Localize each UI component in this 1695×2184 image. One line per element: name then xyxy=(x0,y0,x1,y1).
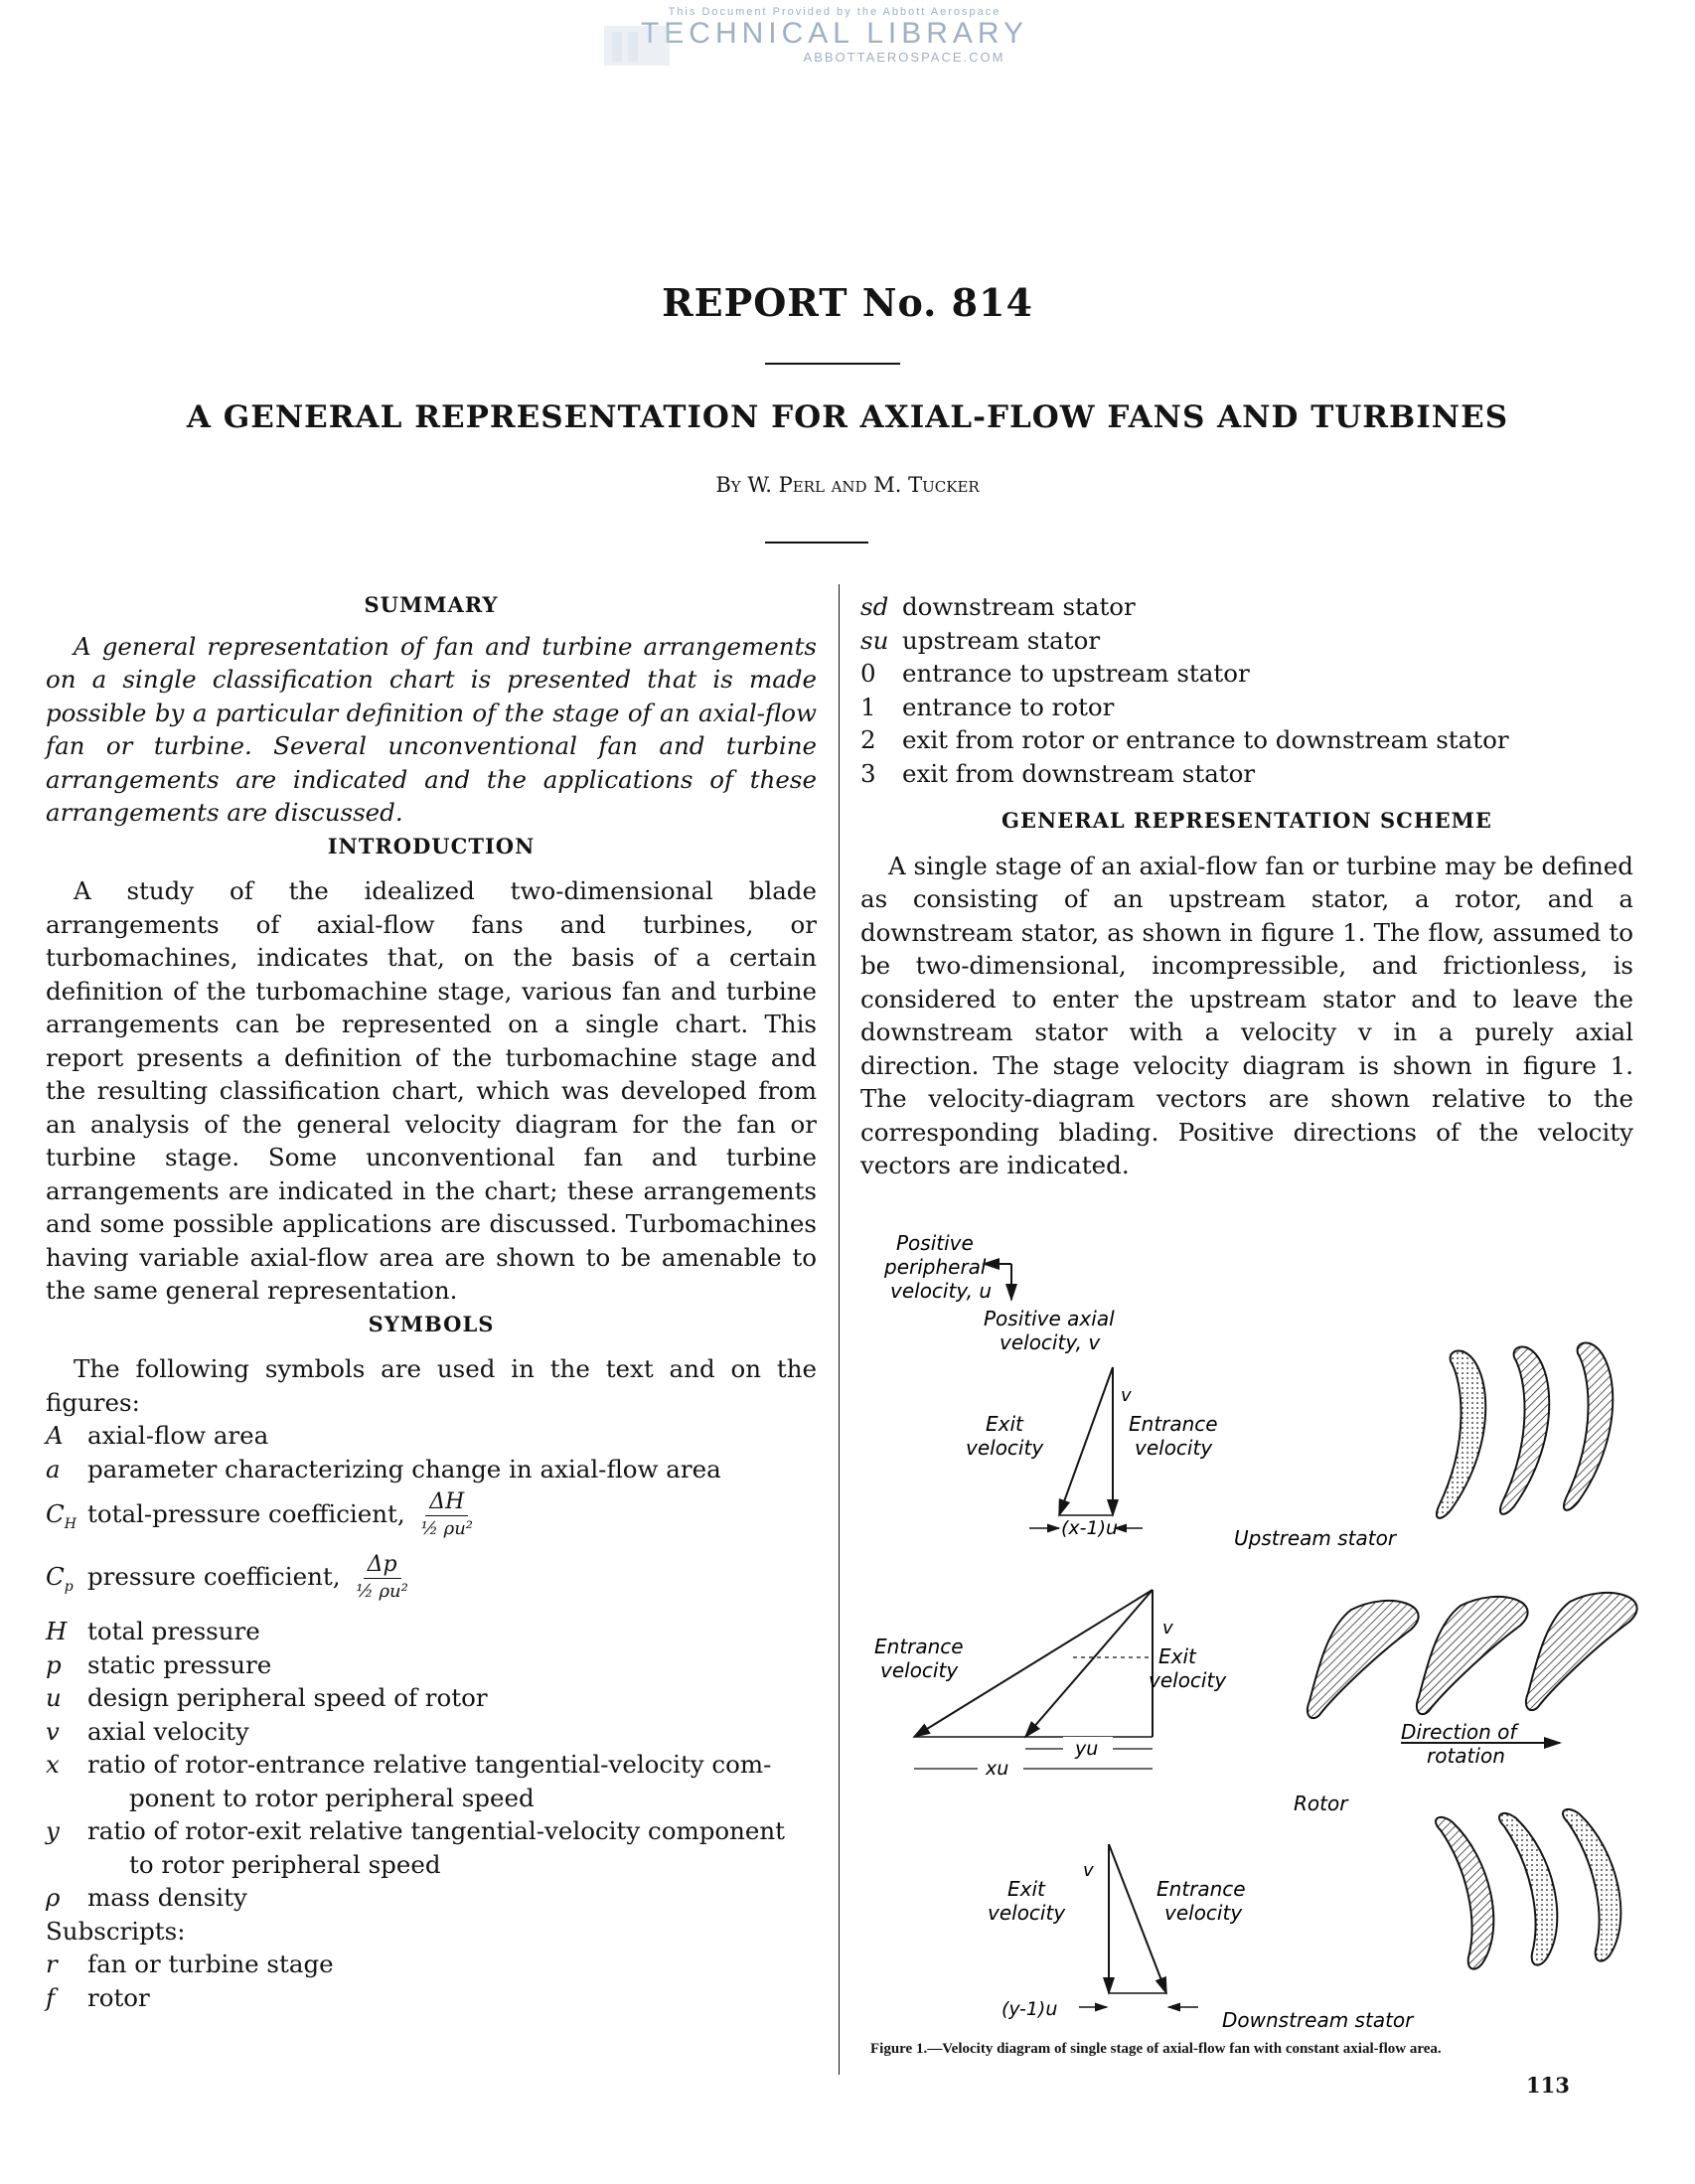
title-rule-top xyxy=(765,363,900,365)
downstream-blade-3 xyxy=(1563,1809,1620,1961)
rotor-exit-label-2: velocity xyxy=(1149,1668,1227,1692)
symbol-item: v axial velocity xyxy=(46,1716,249,1746)
subscript-item: f rotor xyxy=(46,1982,150,2012)
title-rule-bottom xyxy=(765,542,868,544)
rotor-exit-label-1: Exit xyxy=(1158,1644,1196,1668)
general-text: A single stage of an axial-flow fan or turbine may be defined as consisting of an upstream stator, a rotor, and a downstream stator, as shown in figure 1. The flow, assumed to be two-dimensional, incompressible, and frictionless, is considered to enter the upstream stator and to leave the downstream stator with a velocity v in a purely axial direction. The stage velocity diagram is shown in figure 1. The velocity-diagram vectors are shown relative to the corresponding blading. Positive directions of the velocity vectors are indicated. xyxy=(860,851,1633,1179)
watermark-url: ABBOTTAEROSPACE.COM xyxy=(803,50,1005,65)
subscript-item: su upstream stator xyxy=(860,625,1101,655)
symbol-item: x ratio of rotor-entrance relative tangential-velocity com- xyxy=(46,1750,772,1779)
symbol-continuation: ponent to rotor peripheral speed xyxy=(129,1783,535,1812)
fraction: $\frac{\Delta H}{\text{½ ρu²}}$ xyxy=(420,1489,474,1539)
x1u-label: (x-1)u xyxy=(1061,1517,1119,1539)
symbol-item: H total pressure xyxy=(46,1617,260,1645)
yu-label: yu xyxy=(1075,1738,1099,1760)
upstream-exit-label-2: velocity xyxy=(966,1436,1044,1460)
downstream-exit-label-1: Exit xyxy=(1007,1877,1045,1901)
subscript-item: sd downstream stator xyxy=(860,592,1136,621)
pos-axial-label-2: velocity, v xyxy=(1000,1330,1101,1354)
rotor-v-label: v xyxy=(1162,1618,1173,1638)
direction-label-2: rotation xyxy=(1427,1744,1505,1768)
upstream-v-label: v xyxy=(1121,1385,1132,1406)
symbol-item: $C_p$ pressure coefficient, $\frac{\Delta p}{\text{½ ρu²}}$ xyxy=(46,1552,817,1605)
subscript-item: 0 entrance to upstream stator xyxy=(860,659,1250,688)
upstream-exit-vector xyxy=(1059,1367,1113,1515)
rotor-blade-3 xyxy=(1526,1593,1637,1710)
watermark-line1: This Document Provided by the Abbott Aerospace xyxy=(668,6,1002,18)
subscript-item: 2 exit from rotor or entrance to downstream stator xyxy=(860,725,1509,754)
symbol-item: y ratio of rotor-exit relative tangential-velocity component xyxy=(46,1816,786,1845)
upstream-blade-1 xyxy=(1437,1350,1485,1517)
right-column xyxy=(860,590,1633,1182)
column-divider xyxy=(839,584,840,2075)
subscript-item: 3 exit from downstream stator xyxy=(860,758,1256,788)
downstream-blade-2 xyxy=(1499,1813,1557,1965)
symbol-item: p static pressure xyxy=(46,1649,272,1679)
fraction: $\frac{\Delta p}{\text{½ ρu²}}$ xyxy=(356,1552,408,1602)
symbols-heading: SYMBOLS xyxy=(368,1311,495,1336)
upstream-blade-2 xyxy=(1500,1346,1549,1513)
downstream-exit-label-2: velocity xyxy=(988,1901,1066,1925)
upstream-entrance-label-1: Entrance xyxy=(1129,1412,1218,1436)
watermark xyxy=(596,6,1073,74)
library-logo-icon xyxy=(602,20,672,70)
symbols-intro: The following symbols are used in the text and on the figures: xyxy=(46,1354,817,1417)
downstream-entrance-vector xyxy=(1109,1844,1166,1993)
downstream-blade-1 xyxy=(1436,1817,1493,1969)
figure-caption: Figure 1.—Velocity diagram of single stage of axial-flow fan with constant axial-flow area. xyxy=(870,2041,1442,2057)
pos-peripheral-label-3: velocity, u xyxy=(890,1279,993,1303)
upstream-entrance-label-2: velocity xyxy=(1135,1436,1213,1460)
xu-label: xu xyxy=(986,1758,1009,1780)
pos-peripheral-label-2: peripheral xyxy=(884,1255,987,1279)
symbol-item: a parameter characterizing change in axial-flow area xyxy=(46,1454,721,1483)
velocity-diagram xyxy=(854,1212,1649,2047)
paper-title: A GENERAL REPRESENTATION FOR AXIAL-FLOW FANS AND TURBINES xyxy=(186,399,1509,435)
subscripts-label: Subscripts: xyxy=(46,1916,186,1946)
pos-axial-label-1: Positive axial xyxy=(984,1307,1115,1330)
general-heading: GENERAL REPRESENTATION SCHEME xyxy=(1002,808,1492,833)
page-number: 113 xyxy=(1526,2073,1570,2098)
upstream-blade-3 xyxy=(1564,1342,1613,1509)
downstream-entrance-label-1: Entrance xyxy=(1156,1877,1246,1901)
upstream-stator-label: Upstream stator xyxy=(1234,1526,1397,1550)
rotor-entrance-label-1: Entrance xyxy=(874,1635,964,1658)
subscript-item: r fan or turbine stage xyxy=(46,1950,334,1978)
upstream-exit-label-1: Exit xyxy=(986,1412,1023,1436)
introduction-heading: INTRODUCTION xyxy=(327,833,536,858)
rotor-entrance-label-2: velocity xyxy=(880,1658,959,1682)
downstream-v-label: v xyxy=(1083,1860,1094,1881)
introduction-text: A study of the idealized two-dimensional blade arrangements of axial-flow fans and turbines, or turbomachines, indicates that, on the basis of a certain definition of the turbomachine stage, various fan and turbine arrangements can be represented on a single chart. This report presents a definition of the turbomachine stage and the resulting classification chart, which was developed from an analysis of the general velocity diagram for the fan or turbine stage. Some unconventional fan and turbine arrangements are indicated in the chart; these arrangements and some possible applications are discussed. Turbomachines having variable axial-flow area are shown to be amenable to the same general representation. xyxy=(46,876,817,1305)
downstream-entrance-label-2: velocity xyxy=(1164,1901,1243,1925)
downstream-stator-label: Downstream stator xyxy=(1222,2008,1414,2032)
rotor-blade-1 xyxy=(1308,1601,1419,1718)
authors: By W. Perl and M. Tucker xyxy=(715,473,980,497)
symbol-continuation: to rotor peripheral speed xyxy=(129,1849,441,1879)
pos-peripheral-label-1: Positive xyxy=(896,1231,974,1255)
symbol-item: u design peripheral speed of rotor xyxy=(46,1683,488,1712)
subscript-item: 1 entrance to rotor xyxy=(860,692,1115,721)
symbol-item: ρ mass density xyxy=(46,1883,247,1912)
figure-1 xyxy=(854,1212,1649,2047)
rotor-label: Rotor xyxy=(1294,1792,1348,1815)
direction-label-1: Direction of xyxy=(1401,1720,1517,1744)
symbol-item: A axial-flow area xyxy=(46,1421,269,1450)
rotor-exit-vector xyxy=(1025,1590,1153,1737)
watermark-line2: TECHNICAL LIBRARY xyxy=(640,17,1029,50)
summary-heading: SUMMARY xyxy=(364,592,499,617)
report-number: REPORT No. 814 xyxy=(662,280,1033,325)
symbol-item: $C_H$ total-pressure coefficient, $\frac{\Delta H}{\text{½ ρu²}}$ xyxy=(46,1489,817,1542)
rotor-blade-2 xyxy=(1417,1597,1528,1714)
left-column xyxy=(46,588,817,2014)
summary-text: A general representation of fan and turbine arrangements on a single classification chart is presented that is made possible by a particular definition of the stage of an axial-flow fan or turbine. Several unconventional fan and turbine arrangements are indicated and the applications of these arrangements are discussed. xyxy=(46,631,817,827)
y1u-label: (y-1)u xyxy=(1002,1998,1058,2020)
